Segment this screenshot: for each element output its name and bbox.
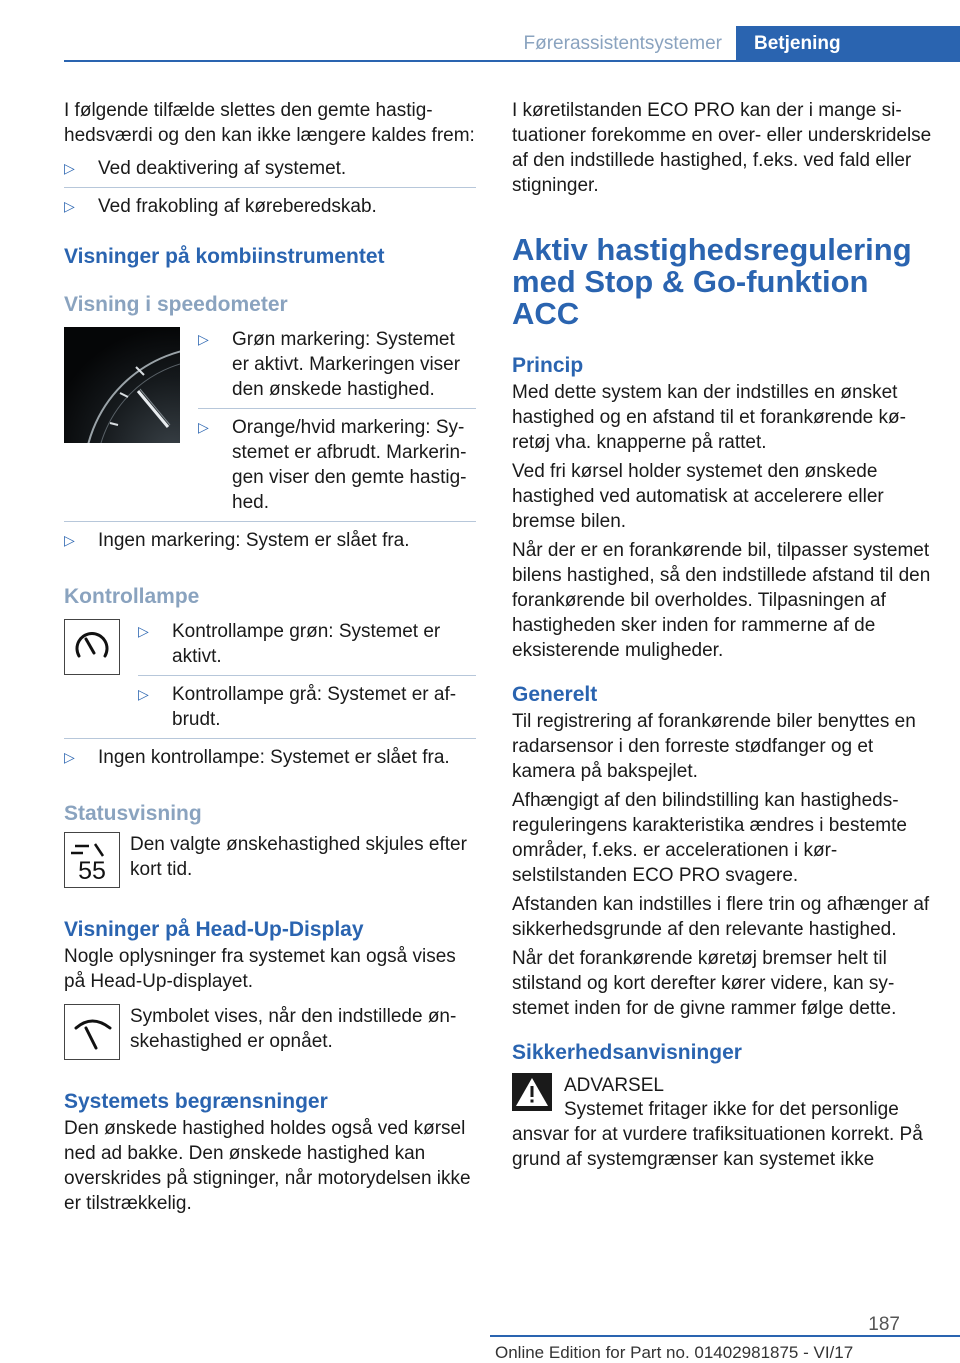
header-section: Førerassistentsystemer [523,33,722,54]
divider [64,187,476,188]
triangle-bullet-icon: ▷ [198,331,209,347]
hud-text: Nogle oplysninger fra systemet kan også vises på Head-Up-displayet. [64,946,456,992]
kontrollampe-list [120,619,476,732]
generelt-paragraph: Afhængigt af den bilindstilling kan hastighedsreguleringens karakteristika ændres i bestemte områder, f.eks. er accelerationen i kørselstilstanden ECO PRO svagere. [512,790,907,886]
list-item: ▷ Ingen markering: System er slået fra. [64,530,410,551]
divider [64,521,476,522]
divider [138,675,476,676]
speedometer-list [180,327,476,515]
list-item: ▷ Kontrollampe grå: Systemet er afbrudt. [138,684,457,730]
limits-text: Den ønskede hastighed holdes også ved kørsel ned ad bakke. Den ønskede hastighed kan overskrides på stigninger, når motorydelsen ikke er tilstrækkelig. [64,1118,471,1214]
heading-acc: Aktiv hastighedsregulering med Stop & Go-funktion ACC [512,232,912,331]
triangle-bullet-icon: ▷ [198,419,209,435]
online-edition: Online Edition for Part no. 01402981875 - VI/17 [495,1343,854,1362]
status-text: Den valgte ønskehastighed skjules efter kort tid. [130,834,467,880]
hud-speed-icon [64,1004,120,1060]
intro-text: I følgende tilfælde slettes den gemte hastighedsværdi og den kan ikke længere kaldes frem: [64,100,475,146]
speedometer-graphic [64,327,180,443]
generelt-paragraph: Afstanden kan indstilles i flere trin og afhænger af sikkerhedsgrunde af den relevante hastighed. [512,894,930,940]
list-item: ▷ Orange/hvid markering: Systemet er afbrudt. Markeringen viser den gemte hastighed. [198,417,467,513]
triangle-bullet-icon: ▷ [64,749,75,765]
triangle-bullet-icon: ▷ [138,623,149,639]
heading-speedometer: Visning i speedometer [64,293,288,316]
heading-sikkerhed: Sikkerhedsanvisninger [512,1041,742,1064]
triangle-bullet-icon: ▷ [138,686,149,702]
warning-block [512,1073,932,1172]
page-number: 187 [868,1314,900,1335]
right-column [512,98,932,1176]
status-speed-value: 55 [78,857,106,885]
speedometer-image [64,327,180,443]
generelt-paragraph: Til registrering af forankørende biler benyttes en radarsensor i den forreste stødfanger og et kamera på bakspejlet. [512,711,916,782]
divider [198,408,476,409]
divider [64,738,476,739]
princip-paragraph: Når der er en forankørende bil, tilpasser systemet bilens hastighed, så den indstillede afstand til den forankørende bil overholdes. Tilpasningen af hastigheden sker inden for rammerne af de eksisterende muligheder. [512,540,931,661]
speedometer-figure [64,327,476,515]
speed-status-icon [64,832,120,888]
princip-paragraph: Ved fri kørsel holder systemet den ønskede hastighed ved automatisk at accelerere eller bremse bilen. [512,461,884,532]
heading-kontrollampe: Kontrollampe [64,585,200,608]
warning-label: ADVARSEL [564,1075,664,1096]
hud-icon-text: Symbolet vises, når den indstillede ønskehastighed er opnået. [130,1006,457,1052]
list-item: ▷ Ingen kontrollampe: Systemet er slået fra. [64,747,450,768]
warning-icon [512,1073,552,1111]
heading-hud: Visninger på Head-Up-Display [64,918,364,941]
list-item: ▷ Ved frakobling af køreberedskab. [64,196,377,217]
generelt-paragraph: Når det forankørende køretøj bremser helt til stilstand og kort derefter kører videre, kan systemet inden for de givne rammer følge dette. [512,948,897,1019]
list-item: ▷ Ved deaktivering af systemet. [64,158,347,179]
header-active-tab[interactable]: Betjening [736,26,960,62]
list-item: ▷ Kontrollampe grøn: Systemet er aktivt. [138,621,441,667]
list-item: ▷ Grøn markering: Systemet er aktivt. Markeringen viser den ønskede hastighed. [198,329,461,400]
triangle-bullet-icon: ▷ [64,198,75,214]
princip-paragraph: Med dette system kan der indstilles en ønsket hastighed og en afstand til et forankørende køretøj vha. knapperne på rattet. [512,382,906,453]
eco-text: I køretilstanden ECO PRO kan der i mange situationer forekomme en over- eller underskridelse af den indstillede hastighed, f.eks. ved fald eller stigninger. [512,100,932,196]
footer-rule [490,1335,960,1337]
warning-text: Systemet fritager ikke for det personlige ansvar for at vurdere trafiksituationen korrekt. På grund af systemgrænser kan systemet ikke [512,1099,923,1170]
kontrollampe-figure [64,619,476,732]
heading-statusvisning: Statusvisning [64,802,202,825]
heading-princip: Princip [512,354,584,377]
heading-visninger: Visninger på kombiinstrumentet [64,245,385,268]
hud-figure [64,1004,476,1060]
header-rule [64,60,960,62]
heading-limits: Systemets begrænsninger [64,1090,328,1113]
triangle-bullet-icon: ▷ [64,160,75,176]
triangle-bullet-icon: ▷ [64,532,75,548]
heading-generelt: Generelt [512,683,598,706]
left-column [64,98,476,1220]
gauge-icon [64,619,120,675]
status-figure [64,832,476,888]
